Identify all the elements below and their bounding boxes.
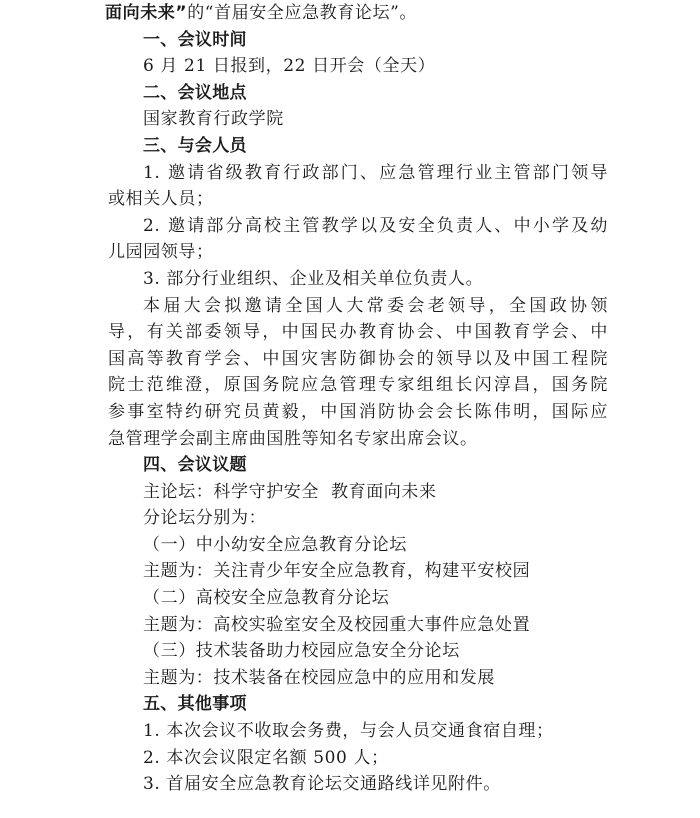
attendee-paragraph-line: 院士范维澄，原国务院应急管理专家组组长闪淳昌，国务院: [108, 375, 608, 396]
intro-lead-bold: 面向未来”: [105, 3, 188, 23]
sub-forum-2-theme: 主题为：高校实验室安全及校园重大事件应急处置: [143, 614, 531, 635]
sub-forum-2-name: （二）高校安全应急教育分论坛: [143, 588, 390, 609]
intro-rest: 的“首届安全应急教育论坛”。: [187, 3, 417, 23]
attendee-paragraph-line: 本届大会拟邀请全国人大常委会老领导，全国政协领: [143, 295, 608, 316]
sub-forum-1-theme: 主题为：关注青少年安全应急教育，构建平安校园: [143, 561, 531, 582]
time-text: 6 月 21 日报到，22 日开会（全天）: [143, 56, 436, 77]
attendee-item-3: 3. 部分行业组织、企业及相关单位负责人。: [143, 268, 484, 289]
location-text: 国家教育行政学院: [143, 109, 284, 130]
section-heading-other: 五、其他事项: [143, 694, 247, 715]
document-body: [105, 0, 608, 798]
other-item-2: 2. 本次会议限定名额 500 人；: [143, 747, 389, 768]
other-item-3: 3. 首届安全应急教育论坛交通路线详见附件。: [143, 774, 501, 795]
attendee-item-2-line-2: 儿园园领导；: [108, 242, 214, 263]
attendee-item-1-line-1: 1. 邀请省级教育行政部门、应急管理行业主管部门领导: [143, 162, 608, 183]
attendee-paragraph-line: 导，有关部委领导，中国民办教育协会、中国教育学会、中: [108, 322, 608, 343]
section-heading-topics: 四、会议议题: [143, 455, 247, 476]
sub-forum-3-name: （三）技术装备助力校园应急安全分论坛: [143, 641, 460, 662]
section-heading-location: 二、会议地点: [143, 82, 247, 103]
intro-line: [105, 0, 608, 27]
other-item-1: 1. 本次会议不收取会务费，与会人员交通食宿自理；: [143, 721, 554, 742]
attendee-paragraph-line: 国高等教育学会、中国灾害防御协会的领导以及中国工程院: [108, 348, 608, 369]
attendee-paragraph-line: 急管理学会副主席曲国胜等知名专家出席会议。: [108, 428, 478, 449]
sub-forum-3-theme: 主题为：技术装备在校园应急中的应用和发展: [143, 667, 495, 688]
main-forum: 主论坛：科学守护安全 教育面向未来: [143, 481, 437, 502]
attendee-paragraph-line: 参事室特约研究员黄毅，中国消防协会会长陈伟明，国际应: [108, 401, 608, 422]
attendee-item-1-line-2: 或相关人员；: [108, 189, 214, 210]
section-heading-attendees: 三、与会人员: [143, 135, 247, 156]
sub-forum-1-name: （一）中小幼安全应急教育分论坛: [143, 534, 407, 555]
sub-forum-intro: 分论坛分别为：: [143, 508, 267, 529]
section-heading-time: 一、会议时间: [143, 29, 247, 50]
attendee-item-2-line-1: 2. 邀请部分高校主管教学以及安全负责人、中小学及幼: [143, 215, 608, 236]
